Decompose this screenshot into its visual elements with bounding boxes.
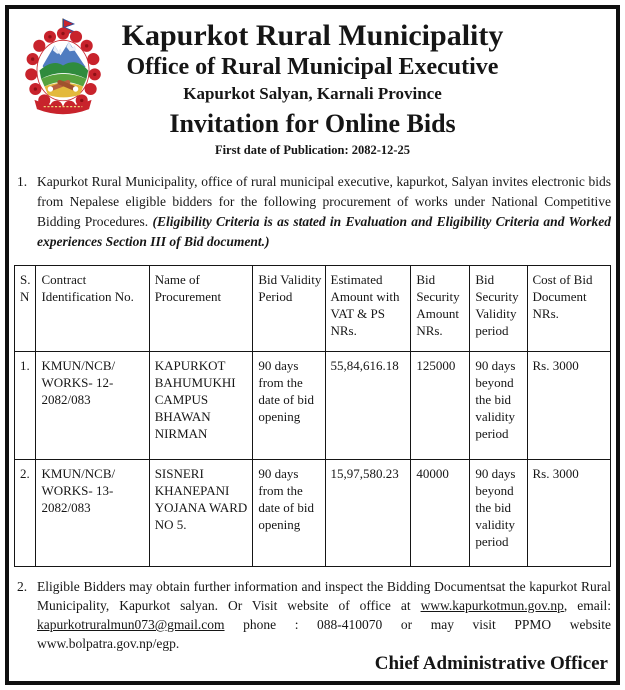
table-cell-estimated-amount: 15,97,580.23 <box>325 460 411 567</box>
table-cell-document-cost: Rs. 3000 <box>527 352 610 460</box>
notice-text-2: , email: <box>563 598 611 613</box>
nepal-government-emblem <box>21 16 105 120</box>
table-header-row <box>15 266 611 352</box>
notice-paragraph <box>14 577 611 653</box>
bids-table <box>14 265 611 567</box>
table-header-cell: Name of Procurement <box>149 266 253 352</box>
table-header-cell: Cost of Bid Document NRs. <box>527 266 610 352</box>
table-cell-procurement-name: KAPURKOT BAHUMUKHI CAMPUS BHAWAN NIRMAN <box>149 352 253 460</box>
signature-title: Chief Administrative Officer <box>374 653 608 674</box>
nepal-emblem-icon <box>21 16 105 120</box>
table-cell-bid-validity: 90 days from the date of bid opening <box>253 460 325 567</box>
table-cell-sn: 1. <box>15 352 36 460</box>
table-header-cell: S. N <box>15 266 36 352</box>
table-row <box>15 460 611 567</box>
table-cell-bid-security-amount: 125000 <box>411 352 470 460</box>
paragraph-number: 1. <box>17 174 28 189</box>
table-header-cell: Estimated Amount with VAT & PS NRs. <box>325 266 411 352</box>
notice-text-block <box>37 577 611 653</box>
document-page <box>5 5 620 685</box>
table-cell-sn: 2. <box>15 460 36 567</box>
table-cell-bid-validity: 90 days from the date of bid opening <box>253 352 325 460</box>
office-name: Office of Rural Municipal Executive <box>126 54 499 80</box>
table-cell-security-validity: 90 days beyond the bid validity period <box>470 460 527 567</box>
table-cell-procurement-name: SISNERI KHANEPANI YOJANA WARD NO 5. <box>149 460 253 567</box>
table-header-cell: Bid Security Validity period <box>470 266 527 352</box>
document-title: Invitation for Online Bids <box>169 109 456 138</box>
document-content <box>9 9 616 681</box>
table-header-cell: Contract Identification No. <box>36 266 149 352</box>
paragraph-number: 2. <box>17 579 28 594</box>
notice-text-1: Eligible Bidders may obtain further information and inspect the Bidding Documentsat the kapurkot Rural Municipality, Kapurkot salyan. Or Visit website of office at <box>37 579 611 613</box>
address-line: Kapurkot Salyan, Karnali Province <box>183 84 442 103</box>
table-header-cell: Bid Validity Period <box>253 266 325 352</box>
table-cell-security-validity: 90 days beyond the bid validity period <box>470 352 527 460</box>
publication-date: First date of Publication: 2082-12-25 <box>214 143 411 157</box>
table-cell-contract-id: KMUN/NCB/ WORKS- 12-2082/083 <box>36 352 149 460</box>
eligibility-criteria-note: (Eligibility Criteria is as stated in Evaluation and Eligibility Criteria and Worked experiences Section III of Bid document.) <box>37 214 611 249</box>
table-cell-bid-security-amount: 40000 <box>411 460 470 567</box>
table-row <box>15 352 611 460</box>
municipality-name: Kapurkot Rural Municipality <box>121 19 504 52</box>
intro-paragraph <box>14 172 611 252</box>
table-cell-contract-id: KMUN/NCB/ WORKS- 13-2082/083 <box>36 460 149 567</box>
intro-text: Kapurkot Rural Municipality, office of rural municipal executive, kapurkot, Salyan invites electronic bids from Nepalese eligible bidders for the following procurement of works under National Competitive Bidding Procedures. <box>37 174 611 229</box>
notice-text-3: phone : 088-410070 or may visit PPMO website www.bolpatra.gov.np/egp. <box>37 617 611 651</box>
intro-text-block <box>37 172 611 252</box>
table-cell-document-cost: Rs. 3000 <box>527 460 610 567</box>
table-header-cell: Bid Security Amount NRs. <box>411 266 470 352</box>
email-link[interactable]: kapurkotruralmun073@gmail.com <box>37 617 225 632</box>
table-cell-estimated-amount: 55,84,616.18 <box>325 352 411 460</box>
office-website-link[interactable]: www.kapurkotmun.gov.np <box>420 598 564 613</box>
